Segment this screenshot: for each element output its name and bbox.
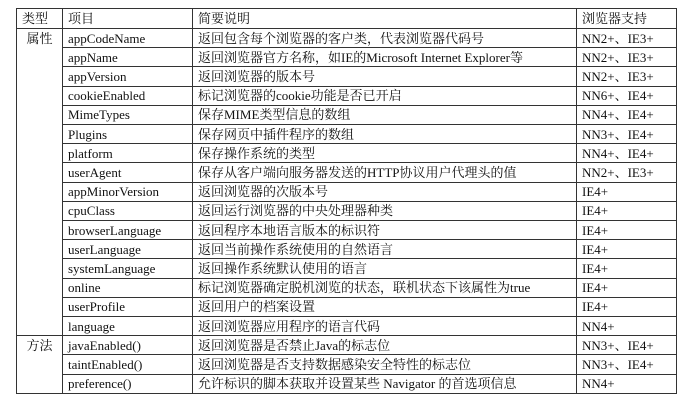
description-cell: 返回浏览器是否支持数据感染安全特性的标志位: [193, 355, 577, 374]
table-row: [17, 240, 677, 259]
browser-support-cell: NN3+、IE4+: [577, 355, 677, 374]
item-name-cell: platform: [63, 144, 193, 163]
table-row: [17, 86, 677, 105]
description-cell: 标记浏览器的cookie功能是否已开启: [193, 86, 577, 105]
navigator-reference-table: [16, 8, 676, 394]
table-row: [17, 201, 677, 220]
table-row: [17, 163, 677, 182]
description-cell: 返回浏览器的版本号: [193, 67, 577, 86]
table-body: [17, 29, 677, 394]
browser-support-cell: NN4+: [577, 374, 677, 393]
header-type: 类型: [17, 9, 63, 29]
browser-support-cell: NN4+、IE4+: [577, 105, 677, 124]
header-row: [17, 9, 677, 29]
browser-support-cell: IE4+: [577, 259, 677, 278]
browser-support-cell: IE4+: [577, 201, 677, 220]
description-cell: 返回程序本地语言版本的标识符: [193, 221, 577, 240]
table-row: [17, 105, 677, 124]
table-row: [17, 259, 677, 278]
item-name-cell: appMinorVersion: [63, 182, 193, 201]
category-cell: 方法: [17, 336, 63, 394]
description-cell: 保存MIME类型信息的数组: [193, 105, 577, 124]
description-cell: 返回运行浏览器的中央处理器种类: [193, 201, 577, 220]
description-cell: 保存网页中插件程序的数组: [193, 125, 577, 144]
table-row: [17, 125, 677, 144]
item-name-cell: online: [63, 278, 193, 297]
table-row: [17, 297, 677, 316]
description-cell: 返回包含每个浏览器的客户类，代表浏览器代码号: [193, 29, 577, 48]
browser-support-cell: NN3+、IE4+: [577, 125, 677, 144]
table-row: [17, 317, 677, 336]
item-name-cell: cpuClass: [63, 201, 193, 220]
browser-support-cell: NN2+、IE3+: [577, 163, 677, 182]
property-table: [16, 8, 677, 394]
item-name-cell: appVersion: [63, 67, 193, 86]
description-cell: 返回浏览器官方名称，如IE的Microsoft Internet Explorer等: [193, 48, 577, 67]
table-row: [17, 355, 677, 374]
category-cell: 属性: [17, 29, 63, 336]
description-cell: 标记浏览器确定脱机浏览的状态，联机状态下该属性为true: [193, 278, 577, 297]
table-row: [17, 29, 677, 48]
header-item: 项目: [63, 9, 193, 29]
description-cell: 返回用户的档案设置: [193, 297, 577, 316]
table-row: [17, 374, 677, 393]
table-row: [17, 144, 677, 163]
browser-support-cell: NN3+、IE4+: [577, 336, 677, 355]
browser-support-cell: IE4+: [577, 297, 677, 316]
browser-support-cell: NN2+、IE3+: [577, 67, 677, 86]
item-name-cell: MimeTypes: [63, 105, 193, 124]
table-row: [17, 221, 677, 240]
browser-support-cell: NN2+、IE3+: [577, 48, 677, 67]
item-name-cell: appCodeName: [63, 29, 193, 48]
browser-support-cell: IE4+: [577, 240, 677, 259]
description-cell: 返回当前操作系统使用的自然语言: [193, 240, 577, 259]
item-name-cell: browserLanguage: [63, 221, 193, 240]
description-cell: 返回浏览器是否禁止Java的标志位: [193, 336, 577, 355]
description-cell: 允许标识的脚本获取并设置某些 Navigator 的首选项信息: [193, 374, 577, 393]
browser-support-cell: NN4+: [577, 317, 677, 336]
item-name-cell: cookieEnabled: [63, 86, 193, 105]
table-row: [17, 336, 677, 355]
item-name-cell: appName: [63, 48, 193, 67]
table-row: [17, 182, 677, 201]
table-row: [17, 67, 677, 86]
browser-support-cell: NN2+、IE3+: [577, 29, 677, 48]
description-cell: 返回操作系统默认使用的语言: [193, 259, 577, 278]
header-description: 简要说明: [193, 9, 577, 29]
table-row: [17, 278, 677, 297]
description-cell: 返回浏览器的次版本号: [193, 182, 577, 201]
item-name-cell: javaEnabled(): [63, 336, 193, 355]
item-name-cell: userAgent: [63, 163, 193, 182]
description-cell: 返回浏览器应用程序的语言代码: [193, 317, 577, 336]
browser-support-cell: NN6+、IE4+: [577, 86, 677, 105]
item-name-cell: preference(): [63, 374, 193, 393]
header-browser-support: 浏览器支持: [577, 9, 677, 29]
browser-support-cell: IE4+: [577, 278, 677, 297]
item-name-cell: userLanguage: [63, 240, 193, 259]
item-name-cell: language: [63, 317, 193, 336]
item-name-cell: Plugins: [63, 125, 193, 144]
item-name-cell: taintEnabled(): [63, 355, 193, 374]
browser-support-cell: IE4+: [577, 221, 677, 240]
item-name-cell: userProfile: [63, 297, 193, 316]
table-row: [17, 48, 677, 67]
browser-support-cell: IE4+: [577, 182, 677, 201]
item-name-cell: systemLanguage: [63, 259, 193, 278]
description-cell: 保存操作系统的类型: [193, 144, 577, 163]
description-cell: 保存从客户端向服务器发送的HTTP协议用户代理头的值: [193, 163, 577, 182]
browser-support-cell: NN4+、IE4+: [577, 144, 677, 163]
